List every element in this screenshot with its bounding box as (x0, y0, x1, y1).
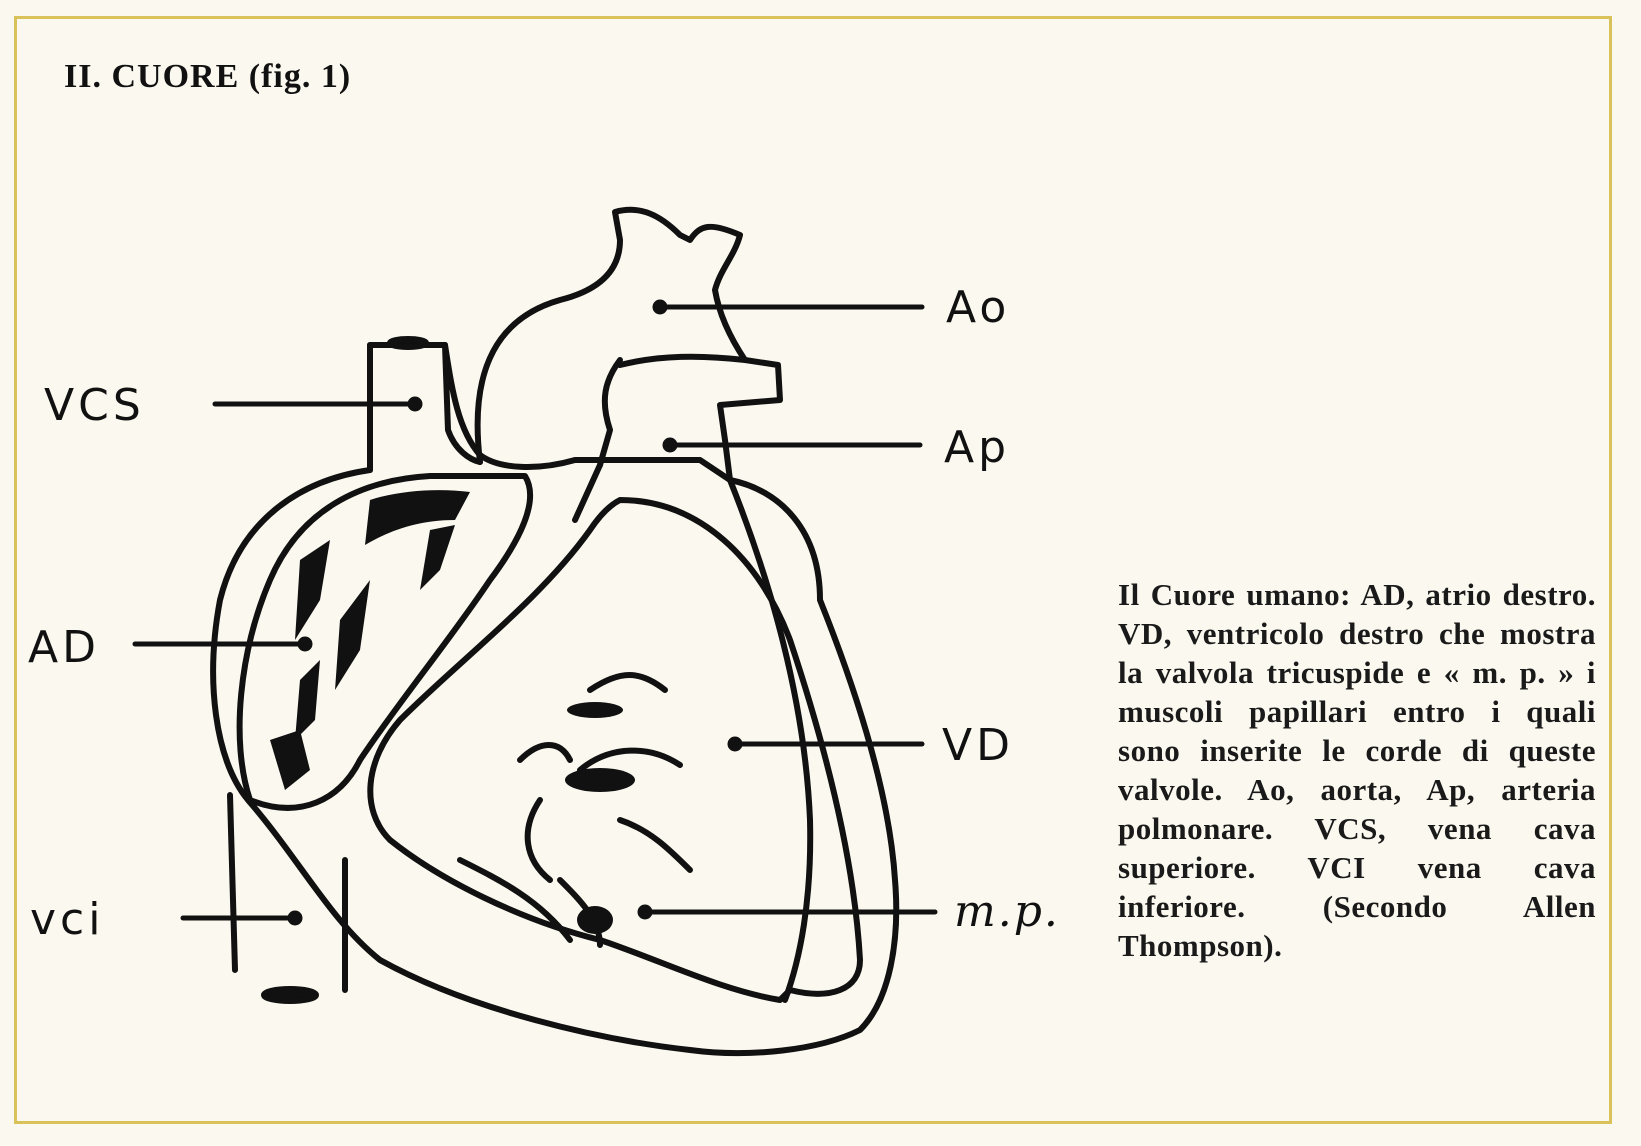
inferior-vena-cava (230, 795, 345, 990)
label-ao: Ao (946, 282, 1011, 333)
label-vci: vci (30, 894, 105, 945)
label-vcs: VCS (44, 380, 145, 431)
label-vd: VD (942, 720, 1014, 771)
label-mp: m.p. (954, 886, 1060, 937)
superior-vena-cava (370, 345, 480, 470)
aortic-arch (478, 210, 780, 480)
pulmonary-artery (575, 357, 745, 520)
figure-caption: Il Cuore umano: AD, atrio destro. VD, ventricolo destro che mostra la valvola tricuspide e « m. p. » i muscoli papillari entro i quali sono inserite le corde di queste valvole. Ao, aorta, Ap, arteria polmonare. VCS, vena cava superiore. VCI vena cava inferiore. (Secondo Allen Thompson). (1118, 577, 1596, 963)
aorta-trunk (600, 360, 620, 465)
vci-opening (264, 989, 316, 1001)
label-ad: AD (28, 622, 100, 673)
figure-title: II. CUORE (fig. 1) (64, 58, 352, 95)
label-ap: Ap (944, 422, 1011, 473)
